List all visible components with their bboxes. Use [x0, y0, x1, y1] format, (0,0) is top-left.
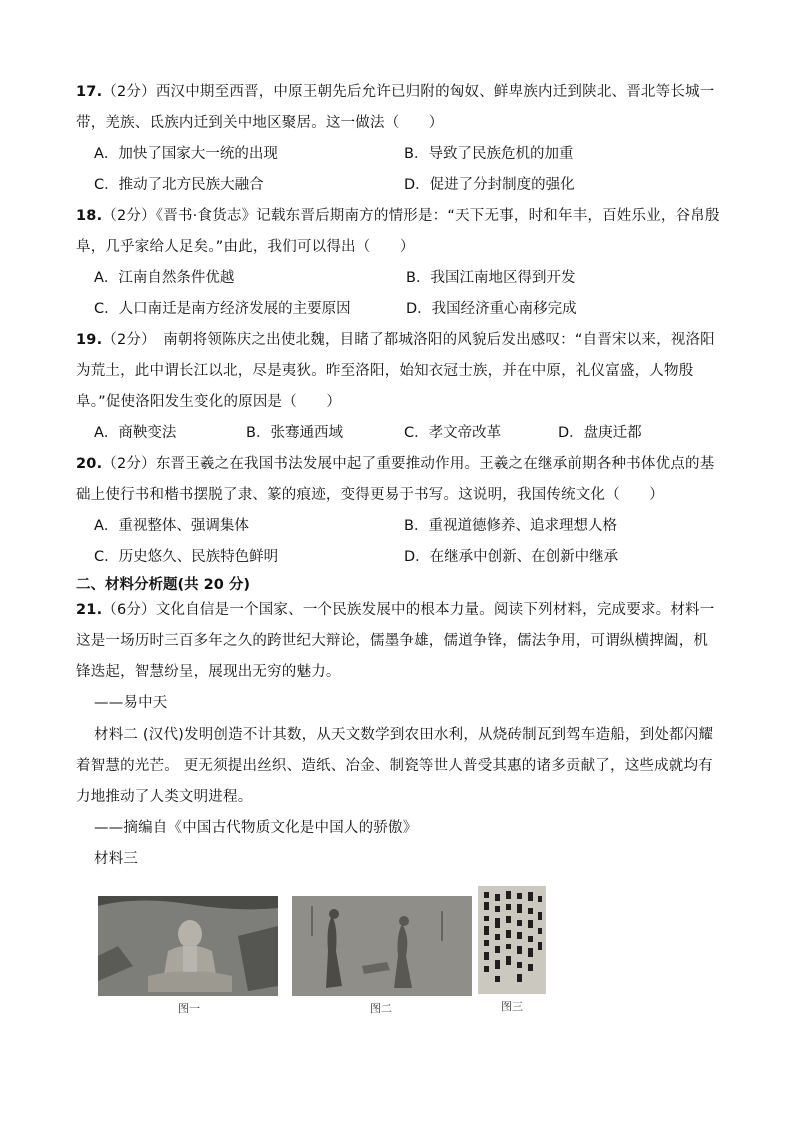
- q21-text1: 文化自信是一个国家、一个民族发展中的根本力量。阅读下列材料，完成要求。材料一: [155, 602, 715, 618]
- q19-option-b[interactable]: B．张骞通西域: [246, 425, 343, 441]
- q21-number: 21.: [76, 602, 103, 618]
- q20-option-c[interactable]: C．历史悠久、民族特色鲜明: [94, 549, 279, 565]
- q19-option-c[interactable]: C．孝文帝改革: [404, 425, 502, 441]
- q18-option-b[interactable]: B．我国江南地区得到开发: [406, 270, 576, 286]
- figure-buddha-statue: [98, 896, 278, 996]
- q21-material2-line2: 着智慧的光芒。 更无须提出丝织、造纸、冶金、制瓷等世人普受其惠的诸多贡献了，这些成就均有: [76, 758, 713, 774]
- section-heading: 二、材料分析题(共 20 分): [76, 577, 251, 593]
- figure-painting-scroll: [292, 896, 472, 996]
- q21-source2: ——摘编自《中国古代物质文化是中国人的骄傲》: [94, 820, 418, 836]
- q19-option-d[interactable]: D．盘庚迁都: [558, 425, 642, 441]
- q17-option-a[interactable]: A．加快了国家大一统的出现: [94, 146, 278, 162]
- q19-option-a[interactable]: A．商鞅变法: [94, 425, 177, 441]
- q20-stem-line1: [76, 454, 714, 474]
- q19-text1: 南朝将领陈庆之出使北魏，目睹了都城洛阳的风貌后发出感叹：“自晋宋以来，视洛阳: [148, 332, 715, 348]
- q21-source1: ——易中天: [94, 695, 168, 711]
- q21-material3-label: 材料三: [94, 851, 139, 867]
- q21-material1-line3: 锋迭起，智慧纷呈，展现出无穷的魅力。: [76, 664, 341, 680]
- figure-calligraphy: [478, 886, 546, 994]
- q18-stem-line1: [76, 206, 720, 226]
- q21-material2-line1: 材料二 (汉代)发明创造不计其数，从天文数学到农田水利，从烧砖制瓦到驾车造船，到处都闪耀: [94, 727, 714, 743]
- q17-stem-line2: 带，羌族、氐族内迁到关中地区聚居。这一做法（ ）: [76, 115, 444, 131]
- q17-option-d[interactable]: D．促进了分封制度的强化: [404, 177, 575, 193]
- q21-stem-line1: [76, 600, 714, 620]
- q17-number: 17.: [76, 84, 103, 100]
- q17-option-c[interactable]: C．推动了北方民族大融合: [94, 177, 264, 193]
- figure2-caption: 图二: [370, 1002, 392, 1015]
- q19-stem-line1: [76, 330, 715, 350]
- q17-score: （2分）: [102, 84, 156, 100]
- q20-stem-line2: 础上使行书和楷书摆脱了隶、篆的痕迹，变得更易于书写。这说明，我国传统文化（ ）: [76, 487, 664, 503]
- figure3-caption: 图三: [501, 1000, 523, 1013]
- q21-material1-line2: 这是一场历时三百多年之久的跨世纪大辩论，儒墨争雄，儒道争锋，儒法争用，可谓纵横捭阖，机: [76, 633, 709, 649]
- calligraphy-image: [478, 886, 546, 994]
- q19-stem-line3: 阜。”促使洛阳发生变化的原因是（ ）: [76, 394, 342, 410]
- q20-number: 20.: [76, 456, 103, 472]
- q20-option-d[interactable]: D．在继承中创新、在创新中继承: [404, 549, 619, 565]
- q18-text1: 《晋书·食货志》记载东晋后期南方的情形是：“天下无事，时和年丰，百姓乐业，谷帛殷: [155, 208, 720, 224]
- q21-material2-line3: 力地推动了人类文明进程。: [76, 789, 253, 805]
- q21-score: （6分）: [102, 602, 156, 618]
- q17-stem-line1: [76, 82, 714, 102]
- q18-stem-line2: 阜，几乎家给人足矣。”由此，我们可以得出（ ）: [76, 239, 415, 255]
- q18-option-d[interactable]: D．我国经济重心南移完成: [406, 301, 577, 317]
- q19-stem-line2: 为荒土，此中谓长江以北，尽是夷狄。昨至洛阳，始知衣冠士族，并在中原，礼仪富盛，人物殷: [76, 363, 694, 379]
- q17-text1: 西汉中期至西晋，中原王朝先后允许已归附的匈奴、鲜卑族内迁到陕北、晋北等长城一: [155, 84, 715, 100]
- q19-score: （2分）: [102, 332, 149, 348]
- q18-option-a[interactable]: A．江南自然条件优越: [94, 270, 235, 286]
- q20-option-a[interactable]: A．重视整体、强调集体: [94, 518, 249, 534]
- q18-number: 18.: [76, 208, 103, 224]
- q18-option-c[interactable]: C．人口南迁是南方经济发展的主要原因: [94, 301, 351, 317]
- q20-score: （2分）: [102, 456, 156, 472]
- q18-score: （2分）: [102, 208, 156, 224]
- painting-scroll-image: [292, 896, 472, 996]
- q19-number: 19.: [76, 332, 103, 348]
- q20-text1: 东晋王羲之在我国书法发展中起了重要推动作用。王羲之在继承前期各种书体优点的基: [155, 456, 715, 472]
- q20-option-b[interactable]: B．重视道德修养、追求理想人格: [404, 518, 617, 534]
- q17-option-b[interactable]: B．导致了民族危机的加重: [404, 146, 574, 162]
- buddha-statue-image: [98, 896, 278, 996]
- figure1-caption: 图一: [178, 1002, 200, 1015]
